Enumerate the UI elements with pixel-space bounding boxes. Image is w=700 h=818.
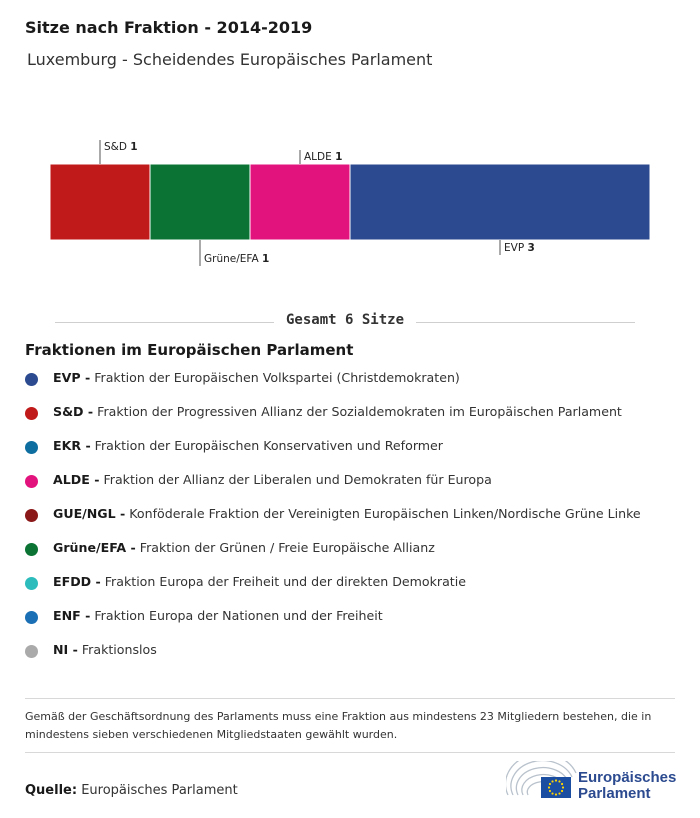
chart-title: Sitze nach Fraktion - 2014-2019 [25,18,313,37]
legend-item [25,574,641,608]
legend-desc: Fraktion der Allianz der Liberalen und Demokraten für Europa [103,472,492,487]
legend-abbr: ENF - [53,608,91,623]
legend-item [25,438,641,472]
legend-dot-icon [25,645,38,658]
legend-desc: Fraktion der Grünen / Freie Europäische Allianz [139,540,435,555]
legend-abbr: Grüne/EFA - [53,540,136,555]
legend-desc: Fraktion der Progressiven Allianz der Sozialdemokraten im Europäischen Parlament [97,404,622,419]
logo-text-line2: Parlament [578,785,651,802]
legend-item [25,506,641,540]
legend-abbr: GUE/NGL - [53,506,126,521]
legend-dot-icon [25,611,38,624]
legend-desc: Fraktion der Europäischen Konservativen und Reformer [94,438,443,453]
legend [25,370,641,676]
legend-desc: Fraktion der Europäischen Volkspartei (Christdemokraten) [94,370,460,385]
data-label-gr-ne-efa: Grüne/EFA 1 [204,253,270,265]
data-label-evp: EVP 3 [504,242,535,254]
legend-item [25,404,641,438]
logo-text-line1: Europäisches [578,769,677,786]
stacked-bar-chart [0,130,700,280]
chart-subtitle: Luxemburg - Scheidendes Europäisches Parlament [27,50,433,69]
legend-desc: Fraktionslos [81,642,157,657]
legend-item [25,642,641,676]
footnote: Gemäß der Geschäftsordnung des Parlaments muss eine Fraktion aus mindestens 23 Mitgliedern bestehen, die in mindestens sieben verschiedenen Mitgliedstaaten gewählt wurden. [25,710,652,741]
legend-desc: Konföderale Fraktion der Vereinigten Europäischen Linken/Nordische Grüne Linke [129,506,641,521]
legend-item [25,608,641,642]
bar-segment-evp [350,164,650,240]
source [25,783,238,798]
legend-abbr: EFDD - [53,574,101,589]
note-divider-bottom [25,752,675,753]
legend-item [25,540,641,574]
legend-dot-icon [25,441,38,454]
legend-abbr: EVP - [53,370,91,385]
legend-abbr: NI - [53,642,78,657]
legend-desc: Fraktion Europa der Nationen und der Freiheit [94,608,383,623]
bar-segment-s-d [50,164,150,240]
legend-title: Fraktionen im Europäischen Parlament [25,341,354,359]
bar-segment-gr-ne-efa [150,164,250,240]
legend-item [25,472,641,506]
data-label-alde: ALDE 1 [304,151,343,163]
bar-segment-alde [250,164,350,240]
legend-dot-icon [25,373,38,386]
legend-dot-icon [25,407,38,420]
source-label: Quelle: [25,783,78,798]
legend-abbr: EKR - [53,438,91,453]
total-seats [55,312,635,332]
legend-dot-icon [25,475,38,488]
legend-dot-icon [25,577,38,590]
legend-abbr: ALDE - [53,472,100,487]
total-seats-label: Gesamt 6 Sitze [274,312,416,328]
source-value: Europäisches Parlament [81,783,238,798]
legend-dot-icon [25,543,38,556]
data-label-s-d: S&D 1 [104,141,138,153]
legend-item [25,370,641,404]
note-divider-top [25,698,675,699]
legend-dot-icon [25,509,38,522]
legend-abbr: S&D - [53,404,94,419]
legend-desc: Fraktion Europa der Freiheit und der direkten Demokratie [104,574,466,589]
european-parliament-logo [506,761,678,805]
